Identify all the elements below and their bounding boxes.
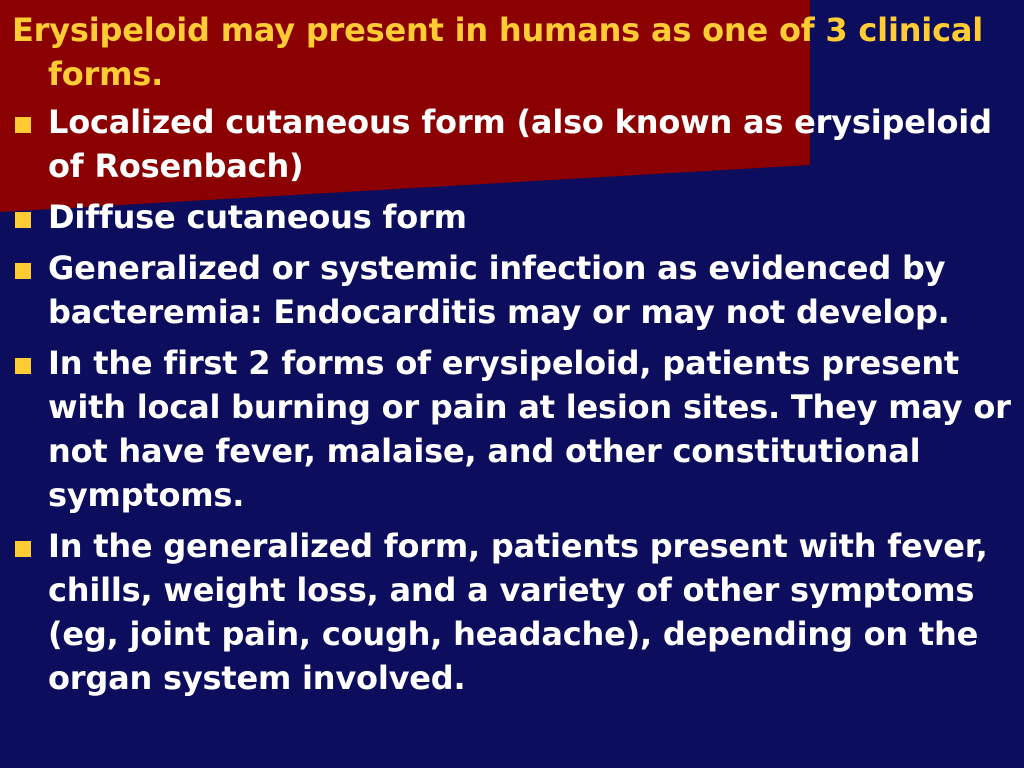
bullet-item — [12, 524, 1012, 700]
square-bullet-icon — [15, 541, 31, 557]
slide-intro-text: Erysipeloid may present in humans as one of 3 clinical forms. — [12, 11, 983, 93]
bullet-list — [12, 100, 1012, 700]
bullet-item — [12, 100, 1012, 188]
bullet-text: In the first 2 forms of erysipeloid, patients present with local burning or pain at lesion sites. They may or not have fever, malaise, and other constitutional symptoms. — [48, 344, 1011, 514]
bullet-item — [12, 246, 1012, 334]
bullet-text: In the generalized form, patients present with fever, chills, weight loss, and a variety of other symptoms (eg, joint pain, cough, headache), depending on the organ system involved. — [48, 527, 988, 697]
bullet-text: Generalized or systemic infection as evidenced by bacteremia: Endocarditis may or may not develop. — [48, 249, 950, 331]
bullet-text: Localized cutaneous form (also known as erysipeloid of Rosenbach) — [48, 103, 992, 185]
square-bullet-icon — [15, 117, 31, 133]
square-bullet-icon — [15, 263, 31, 279]
bullet-item — [12, 195, 1012, 239]
bullet-text: Diffuse cutaneous form — [48, 198, 467, 236]
square-bullet-icon — [15, 212, 31, 228]
bullet-item — [12, 341, 1012, 517]
slide-content — [12, 8, 1012, 707]
square-bullet-icon — [15, 358, 31, 374]
